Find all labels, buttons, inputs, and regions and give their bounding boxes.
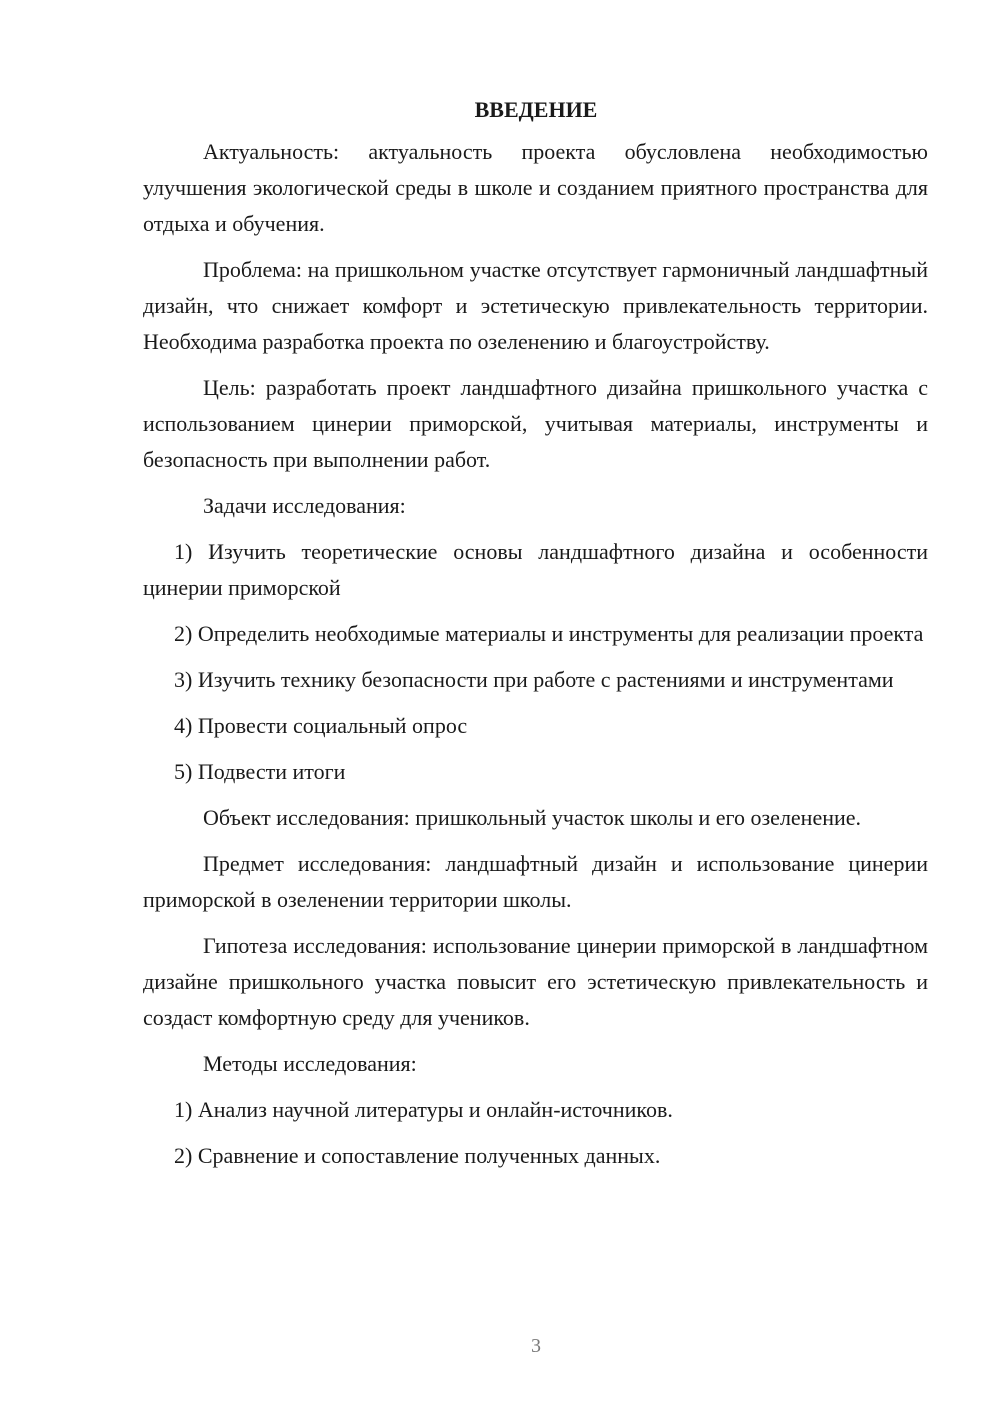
object-paragraph: Объект исследования: пришкольный участок школы и его озеленение.: [203, 805, 862, 830]
method-item-2: 2) Сравнение и сопоставление полученных данных.: [174, 1143, 661, 1168]
page-number: 3: [531, 1335, 541, 1357]
method-item-1: 1) Анализ научной литературы и онлайн-источников.: [174, 1097, 673, 1122]
methods-heading: Методы исследования:: [203, 1051, 417, 1076]
relevance-paragraph: Актуальность: актуальность проекта обусловлена необходимостью улучшения экологической среды в школе и созданием приятного пространства для отдыха и обучения.: [143, 139, 928, 236]
page-content: [143, 92, 928, 1184]
section-title: ВВЕДЕНИЕ: [474, 97, 598, 122]
task-item-1: 1) Изучить теоретические основы ландшафтного дизайна и особенности цинерии приморской: [143, 539, 928, 600]
tasks-heading: Задачи исследования:: [203, 493, 406, 518]
task-item-5: 5) Подвести итоги: [174, 759, 346, 784]
problem-paragraph: Проблема: на пришкольном участке отсутствует гармоничный ландшафтный дизайн, что снижает комфорт и эстетическую привлекательность территории. Необходима разработка проекта по озеленению и благоустройству.: [143, 257, 928, 354]
task-item-2: 2) Определить необходимые материалы и инструменты для реализации проекта: [174, 621, 924, 646]
task-item-3: 3) Изучить технику безопасности при работе с растениями и инструментами: [174, 667, 894, 692]
goal-paragraph: Цель: разработать проект ландшафтного дизайна пришкольного участка с использованием цинерии приморской, учитывая материалы, инструменты и безопасность при выполнении работ.: [143, 375, 928, 472]
hypothesis-paragraph: Гипотеза исследования: использование цинерии приморской в ландшафтном дизайне пришкольного участка повысит его эстетическую привлекательность и создаст комфортную среду для учеников.: [143, 933, 928, 1030]
subject-paragraph: Предмет исследования: ландшафтный дизайн и использование цинерии приморской в озеленении территории школы.: [143, 851, 928, 912]
task-item-4: 4) Провести социальный опрос: [174, 713, 468, 738]
